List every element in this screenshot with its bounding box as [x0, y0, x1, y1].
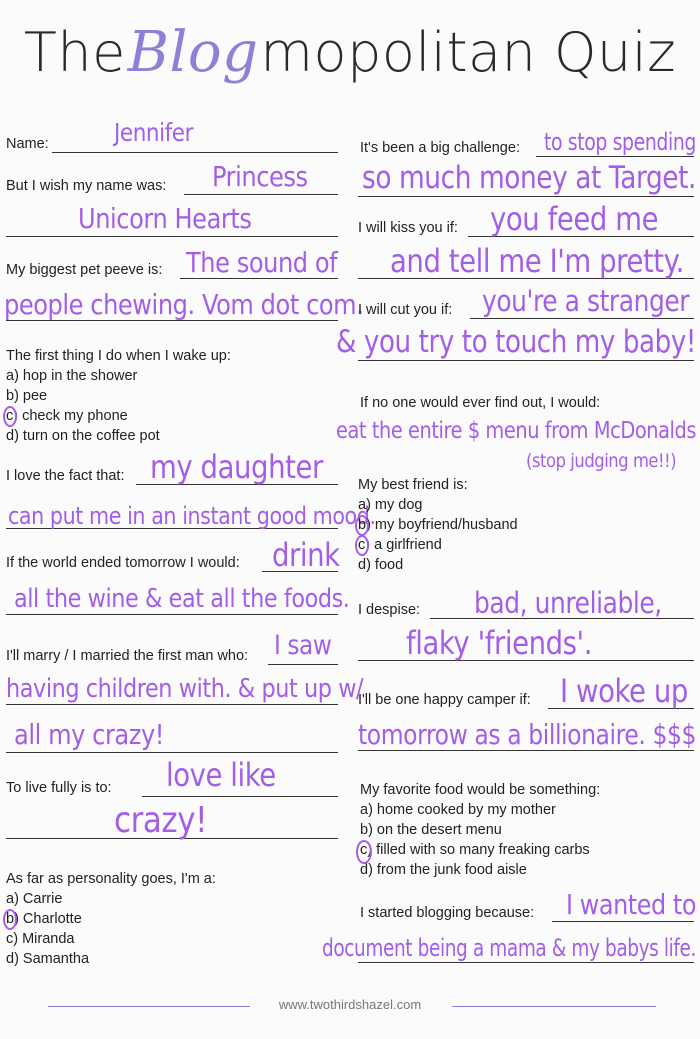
ended-answer-1: drink [272, 536, 340, 574]
wake-option-c: c) check my phone [6, 408, 128, 424]
wish-answer-2: Unicorn Hearts [78, 202, 252, 235]
name-label: Name: [6, 136, 49, 152]
kiss-answer-1: you feed me [490, 200, 659, 238]
marry-answer-2: having children with. & put up w/ [6, 674, 364, 704]
wake-selected-circle [3, 406, 17, 427]
ended-line-2 [6, 614, 338, 615]
kiss-answer-2: and tell me I'm pretty. [390, 242, 684, 280]
food-selected-circle [356, 840, 372, 864]
page-title [0, 20, 700, 85]
challenge-line-2 [358, 196, 694, 197]
personality-option-c: c) Miranda [6, 931, 75, 947]
wish-label: But I wish my name was: [6, 178, 167, 194]
despise-answer-2: flaky 'friends'. [406, 624, 593, 662]
name-line [52, 152, 338, 153]
wake-option-b: b) pee [6, 388, 48, 404]
wake-option-a: a) hop in the shower [6, 368, 138, 384]
blogging-answer-1: I wanted to [566, 888, 696, 921]
ended-label: If the world ended tomorrow I would: [6, 555, 240, 571]
wake-option-d: d) turn on the coffee pot [6, 428, 160, 444]
food-option-d: d) from the junk food aisle [360, 862, 527, 878]
cut-answer-1: you're a stranger [482, 284, 690, 318]
camper-answer-2: tomorrow as a billionaire. $$$ [358, 718, 696, 751]
title-rest: mopolitan Quiz [260, 21, 677, 84]
findout-label: If no one would ever find out, I would: [360, 395, 601, 411]
challenge-line-1 [536, 156, 694, 157]
personality-option-b: b) Charlotte [6, 911, 82, 927]
challenge-answer-2: so much money at Target. [362, 160, 696, 196]
food-option-b: b) on the desert menu [360, 822, 502, 838]
marry-answer-3: all my crazy! [14, 718, 165, 751]
peeve-answer-2: people chewing. Vom dot com. [4, 288, 364, 321]
food-option-c: c) filled with so many freaking carbs [360, 842, 590, 858]
friend-selected-circle-b [355, 515, 369, 536]
title-the: The [23, 21, 126, 84]
live-line-1 [142, 796, 338, 797]
findout-answer-1: eat the entire $ menu from McDonalds [336, 418, 696, 444]
wish-line-2 [6, 236, 338, 237]
personality-option-a: a) Carrie [6, 891, 63, 907]
friend-label: My best friend is: [358, 477, 468, 493]
despise-label: I despise: [358, 602, 421, 618]
cut-answer-2: & you try to touch my baby! [336, 324, 696, 360]
blogging-answer-2: document being a mama & my babys life. [322, 934, 696, 962]
kiss-label: I will kiss you if: [358, 220, 458, 236]
personality-label: As far as personality goes, I'm a: [6, 871, 216, 887]
challenge-answer-1: to stop spending [544, 128, 696, 156]
personality-selected-circle [3, 909, 17, 930]
live-label: To live fully is to: [6, 780, 112, 796]
despise-answer-1: bad, unreliable, [474, 586, 662, 620]
friend-option-a: a) my dog [358, 497, 423, 513]
camper-answer-1: I woke up [560, 672, 688, 710]
peeve-answer-1: The sound of [186, 246, 338, 279]
title-blog: Blog [127, 20, 259, 85]
food-label: My favorite food would be something: [360, 782, 601, 798]
marry-line-1 [268, 664, 338, 665]
love-answer-2: can put me in an instant good mood. [8, 502, 376, 530]
camper-label: I'll be one happy camper if: [358, 692, 531, 708]
friend-option-b: b) my boyfriend/husband [358, 517, 518, 533]
personality-option-d: d) Samantha [6, 951, 90, 967]
ended-answer-2: all the wine & eat all the foods. [14, 584, 350, 614]
marry-line-3 [6, 752, 338, 753]
friend-option-d: d) food [358, 557, 404, 573]
friend-selected-circle-c [355, 535, 369, 556]
love-label: I love the fact that: [6, 468, 125, 484]
marry-line-2 [6, 704, 338, 705]
food-option-a: a) home cooked by my mother [360, 802, 556, 818]
blogging-label: I started blogging because: [360, 905, 535, 921]
wake-label: The first thing I do when I wake up: [6, 348, 231, 364]
footer-url: www.twothirdshazel.com [278, 997, 422, 1012]
blogging-line-2 [358, 962, 694, 963]
challenge-label: It's been a big challenge: [360, 140, 520, 156]
wish-answer-1: Princess [212, 160, 308, 193]
live-answer-2: crazy! [114, 800, 208, 841]
marry-answer-1: I saw [274, 630, 332, 661]
peeve-label: My biggest pet peeve is: [6, 262, 163, 278]
name-answer: Jennifer [114, 118, 193, 147]
cut-line-2 [358, 360, 694, 361]
findout-answer-2: (stop judging me!!) [526, 450, 677, 472]
cut-line-1 [470, 318, 694, 319]
cut-label: I will cut you if: [358, 302, 453, 318]
marry-label: I'll marry / I married the first man who: [6, 648, 249, 664]
blogging-line-1 [552, 921, 694, 922]
wish-line-1 [184, 194, 338, 195]
live-answer-1: love like [166, 756, 276, 794]
love-answer-1: my daughter [150, 448, 323, 486]
friend-option-c: c) a girlfriend [358, 537, 442, 553]
